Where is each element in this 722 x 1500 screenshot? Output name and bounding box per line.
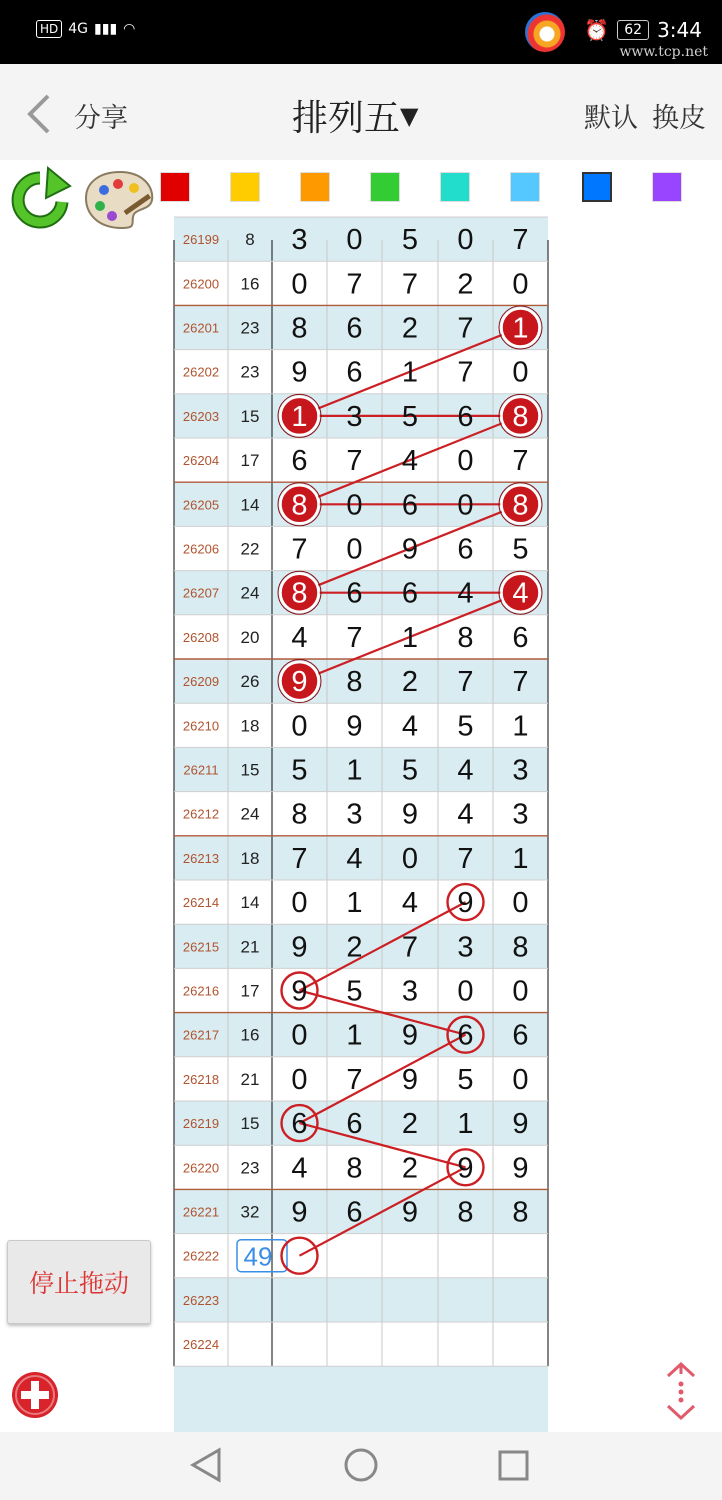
digit-cell[interactable]: 0 (291, 1063, 308, 1096)
digit-cell[interactable]: 0 (457, 445, 474, 478)
digit-cell[interactable]: 9 (457, 1152, 474, 1185)
issue-number: 26214 (182, 895, 220, 911)
digit-cell[interactable]: 1 (512, 312, 529, 345)
up-down-arrows-icon[interactable] (664, 1362, 698, 1420)
sum-value: 23 (240, 362, 260, 382)
digit-cell[interactable]: 8 (291, 577, 308, 610)
default-button[interactable]: 默认 (584, 103, 638, 134)
issue-number: 26215 (182, 939, 220, 955)
issue-number: 26224 (182, 1337, 220, 1353)
digit-cell[interactable]: 4 (457, 798, 474, 831)
sum-value: 16 (240, 1025, 260, 1045)
issue-number: 26200 (182, 276, 220, 292)
digit-cell[interactable]: 4 (291, 1152, 308, 1185)
app-bar (0, 64, 722, 161)
digit-cell[interactable]: 5 (401, 224, 419, 257)
issue-number: 26202 (182, 364, 220, 380)
issue-number: 26212 (182, 806, 220, 822)
digit-cell[interactable]: 9 (401, 1019, 419, 1052)
digit-cell[interactable]: 0 (512, 887, 529, 920)
watermark: www.tcp.net (619, 44, 708, 60)
sum-value: 15 (240, 1114, 260, 1134)
digit-cell[interactable]: 4 (512, 577, 529, 610)
issue-number: 26216 (182, 983, 220, 999)
digit-cell[interactable]: 8 (291, 798, 308, 831)
page-title[interactable] (292, 90, 418, 141)
digit-cell[interactable]: 4 (457, 577, 474, 610)
digit-cell[interactable]: 7 (512, 445, 529, 478)
digit-cell[interactable]: 6 (346, 356, 363, 389)
nav-recents-icon[interactable] (500, 1452, 527, 1479)
issue-number: 26219 (182, 1116, 220, 1132)
digit-cell[interactable]: 9 (291, 666, 308, 699)
issue-number: 26217 (182, 1027, 220, 1043)
issue-number: 26201 (182, 320, 220, 336)
digit-cell[interactable]: 8 (512, 400, 529, 433)
digit-cell[interactable]: 7 (346, 268, 363, 301)
digit-cell[interactable]: 0 (457, 975, 474, 1008)
digit-cell[interactable]: 0 (291, 268, 308, 301)
issue-number: 26209 (182, 674, 220, 690)
nav-buttons (0, 1432, 722, 1500)
digit-cell[interactable]: 7 (291, 842, 308, 875)
digit-cell[interactable]: 1 (512, 842, 529, 875)
sum-value: 18 (240, 848, 260, 868)
sum-value: 17 (240, 981, 260, 1001)
digit-cell[interactable]: 6 (346, 312, 363, 345)
digit-cell[interactable]: 6 (512, 621, 529, 654)
refresh-icon[interactable] (8, 168, 72, 232)
digit-cell[interactable]: 2 (401, 1108, 419, 1141)
palette-icon[interactable] (82, 168, 156, 230)
color-swatch[interactable] (510, 172, 540, 202)
digit-cell[interactable]: 6 (457, 533, 474, 566)
digit-cell[interactable]: 6 (512, 1019, 529, 1052)
network-indicator: 4G (68, 21, 89, 37)
digit-cell[interactable]: 7 (401, 268, 419, 301)
digit-cell[interactable]: 2 (346, 931, 363, 964)
digit-cell[interactable]: 0 (512, 975, 529, 1008)
digit-cell[interactable]: 8 (457, 621, 474, 654)
stop-drag-button[interactable]: 停止拖动 (7, 1240, 151, 1324)
digit-cell[interactable]: 2 (457, 268, 474, 301)
issue-number: 26204 (182, 453, 220, 469)
digit-cell[interactable]: 0 (346, 224, 363, 257)
digit-cell[interactable]: 7 (346, 445, 363, 478)
digit-cell[interactable]: 6 (457, 400, 474, 433)
digit-cell[interactable]: 9 (291, 1196, 308, 1229)
digit-cell[interactable]: 1 (401, 356, 419, 389)
sum-value: 32 (240, 1202, 260, 1222)
digit-cell[interactable]: 0 (512, 356, 529, 389)
digit-cell[interactable]: 4 (457, 754, 474, 787)
digit-cell[interactable]: 9 (401, 533, 419, 566)
digit-cell[interactable]: 8 (291, 489, 308, 522)
digit-cell[interactable]: 3 (512, 754, 529, 787)
hd-indicator: HD (36, 20, 62, 38)
table-row[interactable] (174, 1278, 548, 1322)
issue-number: 26218 (182, 1071, 220, 1087)
sum-value: 18 (240, 716, 260, 736)
digit-cell[interactable]: 5 (401, 754, 419, 787)
sum-value: 21 (240, 1069, 260, 1089)
caret-down-icon: ▼ (400, 102, 419, 130)
digit-cell[interactable]: 5 (291, 754, 308, 787)
digit-cell[interactable]: 5 (346, 975, 363, 1008)
digit-cell[interactable]: 2 (401, 1152, 419, 1185)
issue-number: 26205 (182, 497, 220, 513)
digit-cell[interactable]: 7 (346, 1063, 363, 1096)
sum-value: 22 (240, 539, 260, 559)
color-swatch[interactable] (440, 172, 470, 202)
system-nav-bar (0, 1432, 722, 1500)
color-swatch[interactable] (160, 172, 190, 202)
digit-cell[interactable]: 8 (512, 931, 529, 964)
table-footer-band (174, 1366, 548, 1432)
issue-number: 26199 (182, 232, 220, 248)
digit-cell[interactable]: 0 (346, 489, 363, 522)
issue-number: 26211 (183, 762, 219, 778)
digit-cell[interactable]: 6 (346, 577, 363, 610)
issue-number: 26210 (182, 718, 220, 734)
digit-cell[interactable]: 8 (512, 1196, 529, 1229)
digit-cell[interactable]: 1 (346, 887, 363, 920)
results-grid[interactable] (174, 224, 548, 1432)
digit-cell[interactable]: 3 (291, 224, 308, 257)
digit-cell[interactable]: 7 (512, 224, 529, 257)
sum-value: 14 (240, 893, 260, 913)
digit-cell[interactable]: 5 (457, 710, 474, 743)
digit-cell[interactable]: 9 (401, 1196, 419, 1229)
sum-value: 21 (240, 937, 260, 957)
color-swatch[interactable] (300, 172, 330, 202)
digit-cell[interactable]: 8 (512, 489, 529, 522)
sum-value: 23 (240, 1158, 260, 1178)
clock: 3:44 (657, 18, 702, 42)
digit-cell[interactable]: 5 (512, 533, 529, 566)
results-table[interactable] (174, 224, 548, 1432)
issue-number: 26220 (182, 1160, 220, 1176)
digit-cell[interactable]: 3 (457, 931, 474, 964)
sum-value: 14 (240, 495, 260, 515)
digit-cell[interactable]: 6 (291, 1108, 308, 1141)
digit-cell[interactable]: 0 (457, 489, 474, 522)
chevron-left-icon[interactable] (26, 94, 52, 134)
sum-value: 24 (240, 583, 260, 603)
issue-number: 26207 (182, 585, 220, 601)
digit-cell[interactable]: 1 (346, 1019, 363, 1052)
digit-cell[interactable]: 0 (291, 710, 308, 743)
sum-value: 20 (240, 627, 260, 647)
digit-cell[interactable]: 3 (401, 975, 419, 1008)
digit-cell[interactable]: 2 (401, 666, 419, 699)
digit-cell[interactable]: 7 (457, 312, 474, 345)
digit-cell[interactable]: 8 (457, 1196, 474, 1229)
digit-cell[interactable]: 7 (401, 931, 419, 964)
digit-cell[interactable]: 6 (291, 445, 308, 478)
digit-cell[interactable]: 7 (457, 356, 474, 389)
digit-cell[interactable]: 9 (291, 975, 308, 1008)
digit-cell[interactable]: 0 (457, 224, 474, 257)
digit-cell[interactable]: 7 (291, 533, 308, 566)
digit-cell[interactable]: 7 (457, 666, 474, 699)
digit-cell[interactable]: 9 (291, 356, 308, 389)
status-right (584, 18, 702, 42)
sum-value: 15 (240, 760, 260, 780)
digit-cell[interactable]: 0 (291, 887, 308, 920)
digit-cell[interactable]: 9 (291, 931, 308, 964)
digit-cell[interactable]: 4 (401, 710, 419, 743)
digit-cell[interactable]: 8 (346, 1152, 363, 1185)
digit-cell[interactable]: 1 (457, 1108, 474, 1141)
digit-cell[interactable]: 8 (291, 312, 308, 345)
digit-cell[interactable]: 7 (512, 666, 529, 699)
signal-icon: ▮▮▮ (94, 21, 118, 37)
color-swatch[interactable] (370, 172, 400, 202)
status-left (36, 20, 135, 38)
sum-value: 24 (240, 804, 260, 824)
digit-cell[interactable]: 0 (512, 1063, 529, 1096)
digit-cell[interactable]: 0 (291, 1019, 308, 1052)
digit-cell[interactable]: 0 (346, 533, 363, 566)
share-button[interactable]: 分享 (74, 103, 128, 134)
sum-value: 26 (240, 672, 260, 692)
issue-number: 26221 (182, 1204, 220, 1220)
digit-cell[interactable]: 6 (401, 489, 419, 522)
sum-value: 15 (240, 406, 260, 426)
digit-cell[interactable]: 4 (401, 445, 419, 478)
digit-cell[interactable]: 6 (401, 577, 419, 610)
color-swatch[interactable] (582, 172, 612, 202)
wifi-icon: ◠ (123, 21, 136, 37)
digit-cell[interactable]: 4 (346, 842, 363, 875)
digit-cell[interactable]: 6 (346, 1108, 363, 1141)
sum-value: 23 (240, 318, 260, 338)
digit-cell[interactable]: 4 (401, 887, 419, 920)
digit-cell[interactable]: 9 (512, 1152, 529, 1185)
digit-cell[interactable]: 7 (346, 621, 363, 654)
color-swatch[interactable] (230, 172, 260, 202)
digit-cell[interactable]: 3 (346, 798, 363, 831)
digit-cell[interactable]: 9 (401, 798, 419, 831)
digit-cell[interactable]: 5 (457, 1063, 474, 1096)
digit-cell[interactable]: 0 (401, 842, 419, 875)
digit-cell[interactable]: 7 (457, 842, 474, 875)
digit-cell[interactable]: 6 (457, 1019, 474, 1052)
issue-number: 26203 (182, 408, 220, 424)
right-panel (548, 240, 722, 1432)
table-row[interactable] (174, 1234, 548, 1278)
skin-button[interactable]: 换皮 (652, 103, 706, 134)
issue-number: 26208 (182, 629, 220, 645)
digit-cell[interactable]: 1 (291, 400, 308, 433)
table-row[interactable] (174, 1322, 548, 1366)
digit-cell[interactable]: 3 (346, 400, 363, 433)
nav-home-icon[interactable] (346, 1450, 376, 1480)
issue-number: 26222 (182, 1248, 220, 1264)
digit-cell[interactable]: 1 (401, 621, 419, 654)
header-actions (584, 96, 706, 135)
digit-cell[interactable]: 6 (346, 1196, 363, 1229)
status-bar (0, 0, 722, 64)
sum-value: 8 (245, 230, 255, 250)
page-title-text: 排列五 (292, 98, 401, 139)
nav-back-icon[interactable] (193, 1450, 219, 1480)
digit-cell[interactable]: 1 (346, 754, 363, 787)
alarm-icon: ⏰ (584, 18, 610, 42)
issue-number: 26206 (182, 541, 220, 557)
sum-value: 16 (240, 274, 260, 294)
site-logo-icon (525, 12, 565, 52)
digit-cell[interactable]: 9 (346, 710, 363, 743)
digit-cell[interactable]: 9 (457, 887, 474, 920)
digit-cell[interactable]: 5 (401, 400, 419, 433)
digit-cell[interactable]: 8 (346, 666, 363, 699)
sum-value: 49 (243, 1241, 273, 1272)
digit-cell[interactable]: 0 (512, 268, 529, 301)
digit-cell[interactable]: 4 (291, 621, 308, 654)
battery-level: 62 (617, 20, 649, 40)
issue-number: 26223 (182, 1292, 220, 1308)
digit-cell[interactable]: 2 (401, 312, 419, 345)
digit-cell[interactable]: 9 (512, 1108, 529, 1141)
issue-number: 26213 (182, 850, 220, 866)
digit-cell[interactable]: 3 (512, 798, 529, 831)
sum-value: 17 (240, 451, 260, 471)
digit-cell[interactable]: 1 (512, 710, 529, 743)
plus-icon[interactable] (10, 1370, 60, 1420)
digit-cell[interactable]: 9 (401, 1063, 419, 1096)
color-swatch[interactable] (652, 172, 682, 202)
